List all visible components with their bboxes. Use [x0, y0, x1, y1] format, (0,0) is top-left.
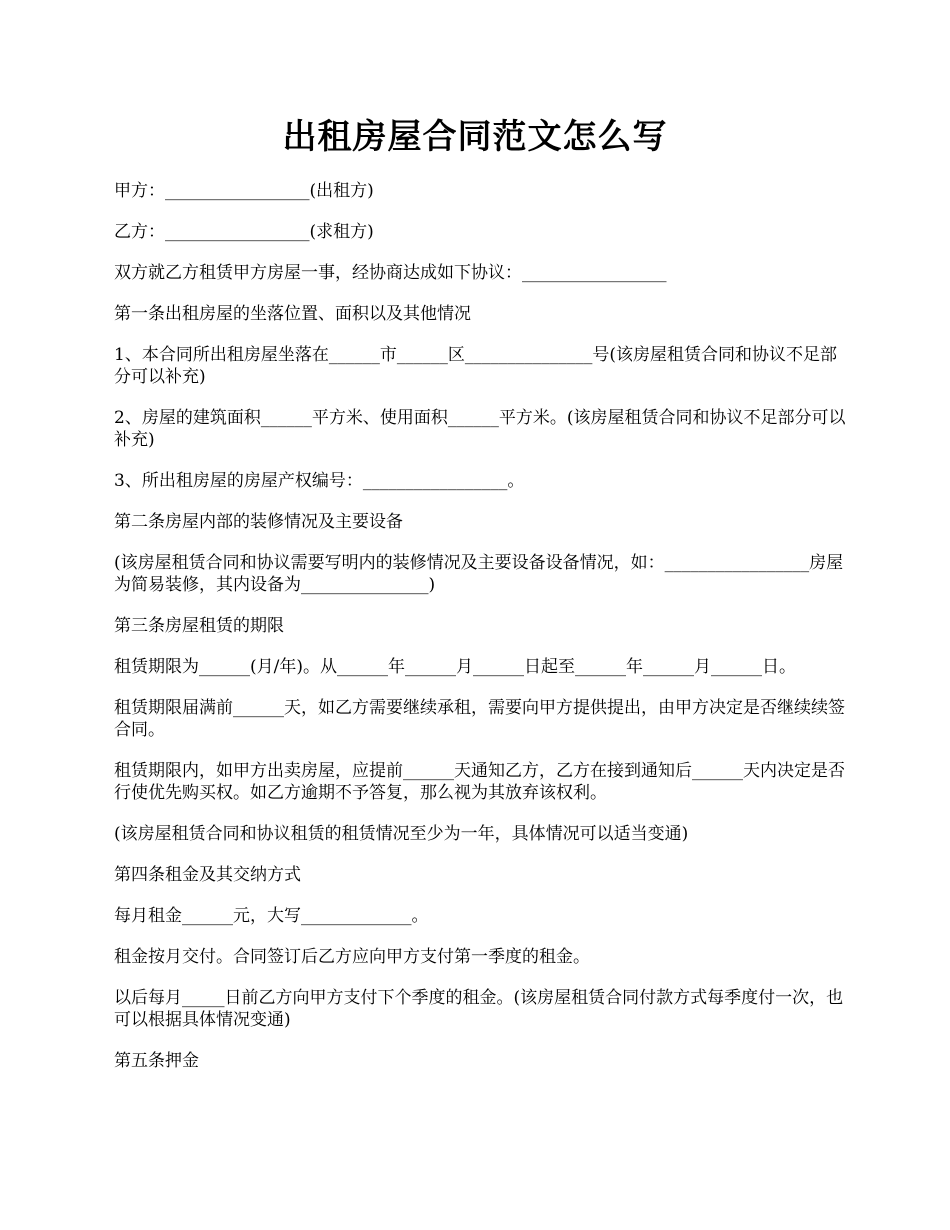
quarterly-payment-line: 以后每月_____日前乙方向甲方支付下个季度的租金。(该房屋租赁合同付款方式每季度付一次，也可以根据具体情况变通) — [114, 988, 844, 1030]
lease-renewal-line: 租赁期限届满前______天，如乙方需要继续承租，需要向甲方提供提出，由甲方决定是否继续续签合同。 — [114, 698, 845, 740]
agreement-intro: 双方就乙方租赁甲方房屋一事，经协商达成如下协议：_________________ — [114, 263, 667, 283]
document-body — [114, 180, 849, 1091]
party-b-line: 乙方：_________________(求租方) — [114, 222, 374, 242]
document-title: 出租房屋合同范文怎么写 — [282, 117, 668, 157]
monthly-rent-line: 每月租金______元，大写_____________。 — [114, 906, 429, 926]
article-1-item-3: 3、所出租房屋的房屋产权编号：_________________。 — [114, 471, 525, 491]
lease-term-line: 租赁期限为______(月/年)。从______年______月______日起至______年______月______日。 — [114, 657, 796, 677]
article-4-heading: 第四条租金及其交纳方式 — [114, 865, 301, 885]
article-3-heading: 第三条房屋租赁的期限 — [114, 616, 284, 636]
preemptive-right-line: 租赁期限内，如甲方出卖房屋，应提前______天通知乙方，乙方在接到通知后______天内决定是否行使优先购买权。如乙方逾期不予答复，那么视为其放弃该权利。 — [114, 761, 845, 803]
article-2-note: (该房屋租赁合同和协议需要写明内的装修情况及主要设备设备情况，如：_________________房屋为简易装修，其内设备为_______________) — [114, 553, 844, 595]
article-3-note: (该房屋租赁合同和协议租赁的租赁情况至少为一年，具体情况可以适当变通) — [114, 824, 689, 844]
rent-payment-line: 租金按月交付。合同签订后乙方应向甲方支付第一季度的租金。 — [114, 947, 590, 967]
article-1-item-1: 1、本合同所出租房屋坐落在______市______区_______________号(该房屋租赁合同和协议不足部分可以补充) — [114, 345, 837, 387]
article-2-heading: 第二条房屋内部的装修情况及主要设备 — [114, 512, 403, 532]
article-1-heading: 第一条出租房屋的坐落位置、面积以及其他情况 — [114, 304, 471, 324]
party-a-line: 甲方：_________________(出租方) — [114, 181, 374, 201]
article-5-heading: 第五条押金 — [114, 1051, 199, 1071]
article-1-item-2: 2、房屋的建筑面积______平方米、使用面积______平方米。(该房屋租赁合同和协议不足部分可以补充) — [114, 408, 846, 450]
